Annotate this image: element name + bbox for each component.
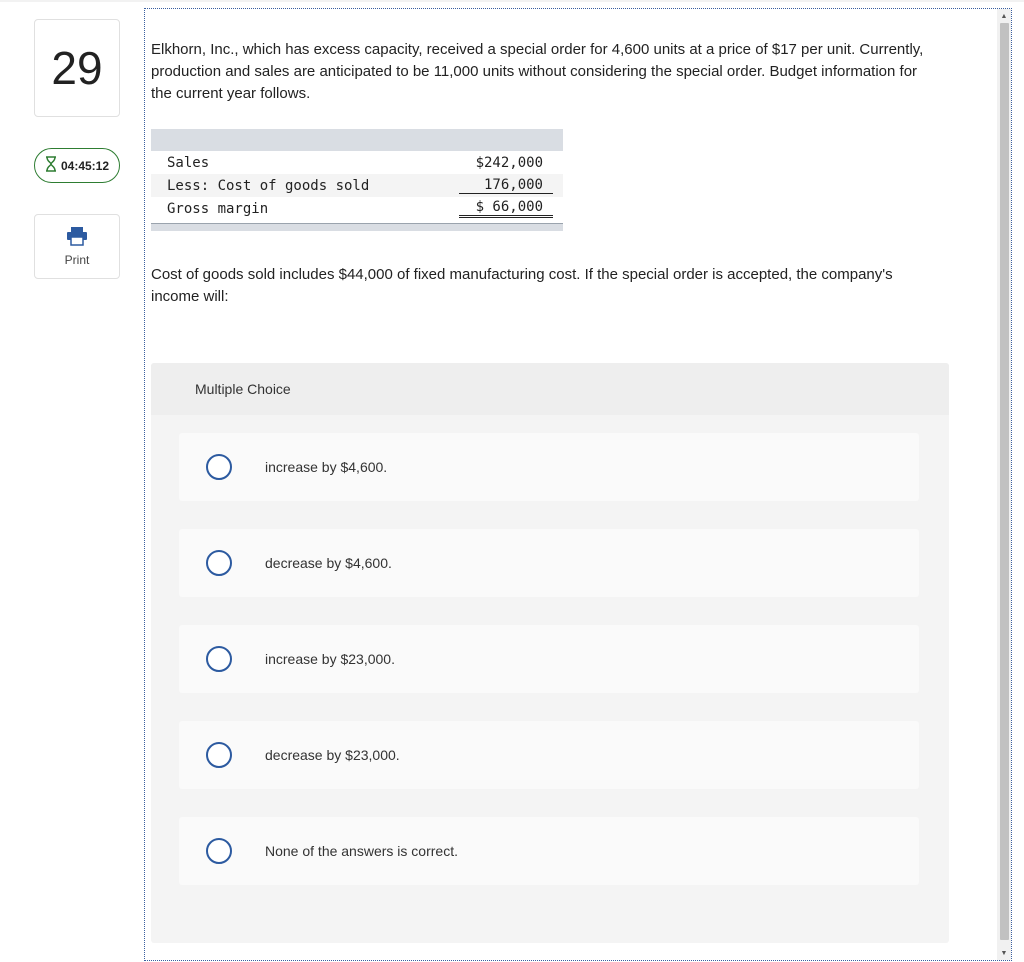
print-button[interactable] [34,214,120,279]
choice-option[interactable] [179,625,919,693]
choice-option[interactable] [179,433,919,501]
radio-button[interactable] [206,550,232,576]
choice-label: decrease by $23,000. [265,747,400,763]
question-frame [144,8,1012,961]
scroll-up-arrow-icon[interactable]: ▲ [1000,12,1008,20]
timer-text: 04:45:12 [60,158,110,173]
choice-option[interactable] [179,817,919,885]
radio-button[interactable] [206,838,232,864]
question-text: Elkhorn, Inc., which has excess capacity, received a special order for 4,600 units at a price of $17 per unit. Currently, production and sales are anticipated to be 11,000 units without considering the special order. Budget information for the current year follows. [151,41,924,102]
scrollbar-thumb[interactable] [1000,23,1009,940]
budget-row-gross-margin [151,197,563,220]
budget-table-header [151,129,563,151]
print-label: Print [64,253,90,267]
budget-table [151,129,563,231]
budget-row-value: $242,000 [475,154,543,171]
scroll-down-arrow-icon[interactable]: ▼ [1000,949,1008,957]
budget-table-footer [151,223,563,231]
radio-button[interactable] [206,454,232,480]
multiple-choice-header: Multiple Choice [151,363,949,415]
choice-label: increase by $23,000. [265,651,395,667]
choice-label: increase by $4,600. [265,459,388,475]
timer-badge [34,148,120,183]
budget-row-cogs [151,174,563,197]
budget-row-sales [151,151,563,174]
budget-row-value: 176,000 [459,177,553,194]
hourglass-icon [45,156,57,175]
vertical-scrollbar[interactable] [997,9,1011,960]
top-divider [0,0,1024,2]
budget-row-label: Sales [167,154,210,171]
question-followup: Cost of goods sold includes $44,000 of fixed manufacturing cost. If the special order is accepted, the company's income will: [151,266,893,305]
choice-option[interactable] [179,721,919,789]
radio-button[interactable] [206,742,232,768]
budget-row-label: Less: Cost of goods sold [167,177,370,194]
multiple-choice-panel [151,363,949,943]
choice-option[interactable] [179,529,919,597]
choice-label: decrease by $4,600. [265,555,392,571]
question-number: 29 [34,19,120,117]
radio-button[interactable] [206,646,232,672]
choice-label: None of the answers is correct. [265,843,458,859]
printer-icon [66,226,88,253]
budget-row-value: $ 66,000 [459,199,553,218]
budget-row-label: Gross margin [167,200,269,217]
